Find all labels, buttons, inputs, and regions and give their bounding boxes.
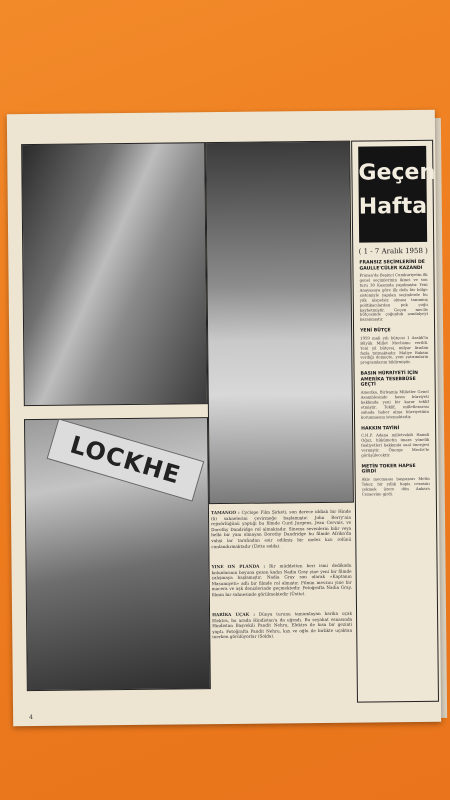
news-body: Fransa'da Beşinci Cumhuriyetin ilk genel seçimlerinin ikinci ve son turu 30 Kasımda yapılmıştır. Yeni Anayasaya göre ilk defa bir bölge sistemiyle yapılan seçimlerde bu yılk nispetsiz olması tanınmış politikacılardan pek çoğu kaybetmiştir. Geçen meclis bütçesinde çoğunluk sandalyeyi kazanmıştır. (359, 272, 428, 322)
news-item (361, 425, 429, 458)
news-body: Amerika, Birleşmiş Milletler Genel Asamblesinde basın hürriyeti hakkında yeni bir karar teklif etmiştir. Teklif, milletlerarası sahada haber alma hürriyetinin korunmasını istemektedir. (360, 388, 429, 420)
news-headline: FRANSIZ SEÇİMLERİNİ DE GAULLE'CÜLER KAZANDI (359, 259, 425, 272)
caption-head: YINE ON PLANDA : (211, 563, 266, 570)
news-sidebar (351, 140, 439, 703)
caption-body: Dünya turunu tamamlayan harika uçak Elektra, bu arada Hindistan'a da uğradı. Bu seyahat esnasında Hindistan Başvekili Pandit Nehru, Elektra ile kısa bir gezinti yaptı. Fotoğrafta Pandit Nehru, kızı ve oğlu ile birlikte uçaktan inerken görülüyorlar (Solda). (212, 610, 353, 640)
masthead-dates: ( 1 - 7 Aralık 1958 ) (358, 246, 428, 256)
news-item (361, 463, 429, 497)
caption-body: Cyclope Film Şirketi, son derece iddialı bir Hinde (li) sahnelerini çevirmeğe başlamıştır. John Berry'nin rejisörlüğünü yaptığı bu filmde Curd Jurgens, Jean Cervais, ve Dorothy Dandridge rol almaktadır. Sinema sevenlerin bilir veya belki bir yanı olmayan Dorothy Dandridge bu filmde Afrika'da vahşi lar tarafından esir edilmiş bir melez kızı rolünü canlandırmaktadır (Üstte solda). (211, 508, 352, 549)
caption-tamango (211, 509, 351, 550)
masthead-line1: Geçen (358, 159, 436, 186)
masthead-logo (358, 146, 436, 243)
news-body: Akis mecmuası başyazarı Metin Toker, bir yıllık hapis cezasını çekmek üzere dün Ankara Cezaevine girdi. (361, 475, 430, 497)
photo-actress-white-dress (205, 141, 354, 504)
news-headline: HAKKIN TAYİNİ (361, 425, 400, 432)
plane-banner-text: LOCKHE (47, 418, 205, 501)
masthead-line2: Hafta (358, 193, 428, 220)
page-number: 4 (29, 714, 33, 722)
news-body: C.H.P. Adana milletvekili Hamdi Oğuz, hükümetin imara yönelik faaliyetleri hakkında sual önergesi vermiştir. Önerge Meclis'te görüşülecektir. (361, 431, 430, 458)
news-item (361, 371, 430, 420)
caption-body: Bir müddetten beri ismi dedikodu kolunlarının boyuna gezen kadın Nadia Gray yine yeni bir filmde çalışmaya başlamıştır. Nadia Gray son olarak «Kaptanın Masumiyeti» adlı bir filmde rol almıştır. Filmin mevzuu yine bir macera ve aşk denizlerinde geçmektedir. Fotoğrafta Nadia Gray, filmin bir sahnesinde görülmektedir (Üstte). (211, 562, 352, 598)
caption-yine-on-planda (212, 563, 352, 598)
magazine-page (7, 110, 441, 726)
caption-harika-ucak (212, 611, 352, 640)
photo-plane-boarding (24, 417, 211, 691)
photo-actress-strapless-dress (21, 142, 208, 406)
news-headline: BASIN HÜRRİYETİ İÇİN AMERİKA TESEBBÜSE GEÇTİ (360, 371, 418, 389)
caption-head: TAMANGO : (210, 509, 240, 516)
news-item (359, 260, 428, 323)
news-body: 1959 mali yılı bütçesi 1 Aralık'ta Büyük Millet Meclisine verildi. Yeni yıl bütçesi, milyar liradan fazla tutmaktadır. Maliye Bakanı verdiği demeçte, yeni yatırımların programlarını bildirmiştir. (360, 334, 429, 365)
news-item (360, 328, 428, 366)
news-headline: YENİ BÜTÇE (360, 328, 391, 334)
caption-head: HARİKA UÇAK : (212, 611, 255, 618)
news-headline: METİN TOKER HAPSE GİRDİ (361, 463, 416, 475)
